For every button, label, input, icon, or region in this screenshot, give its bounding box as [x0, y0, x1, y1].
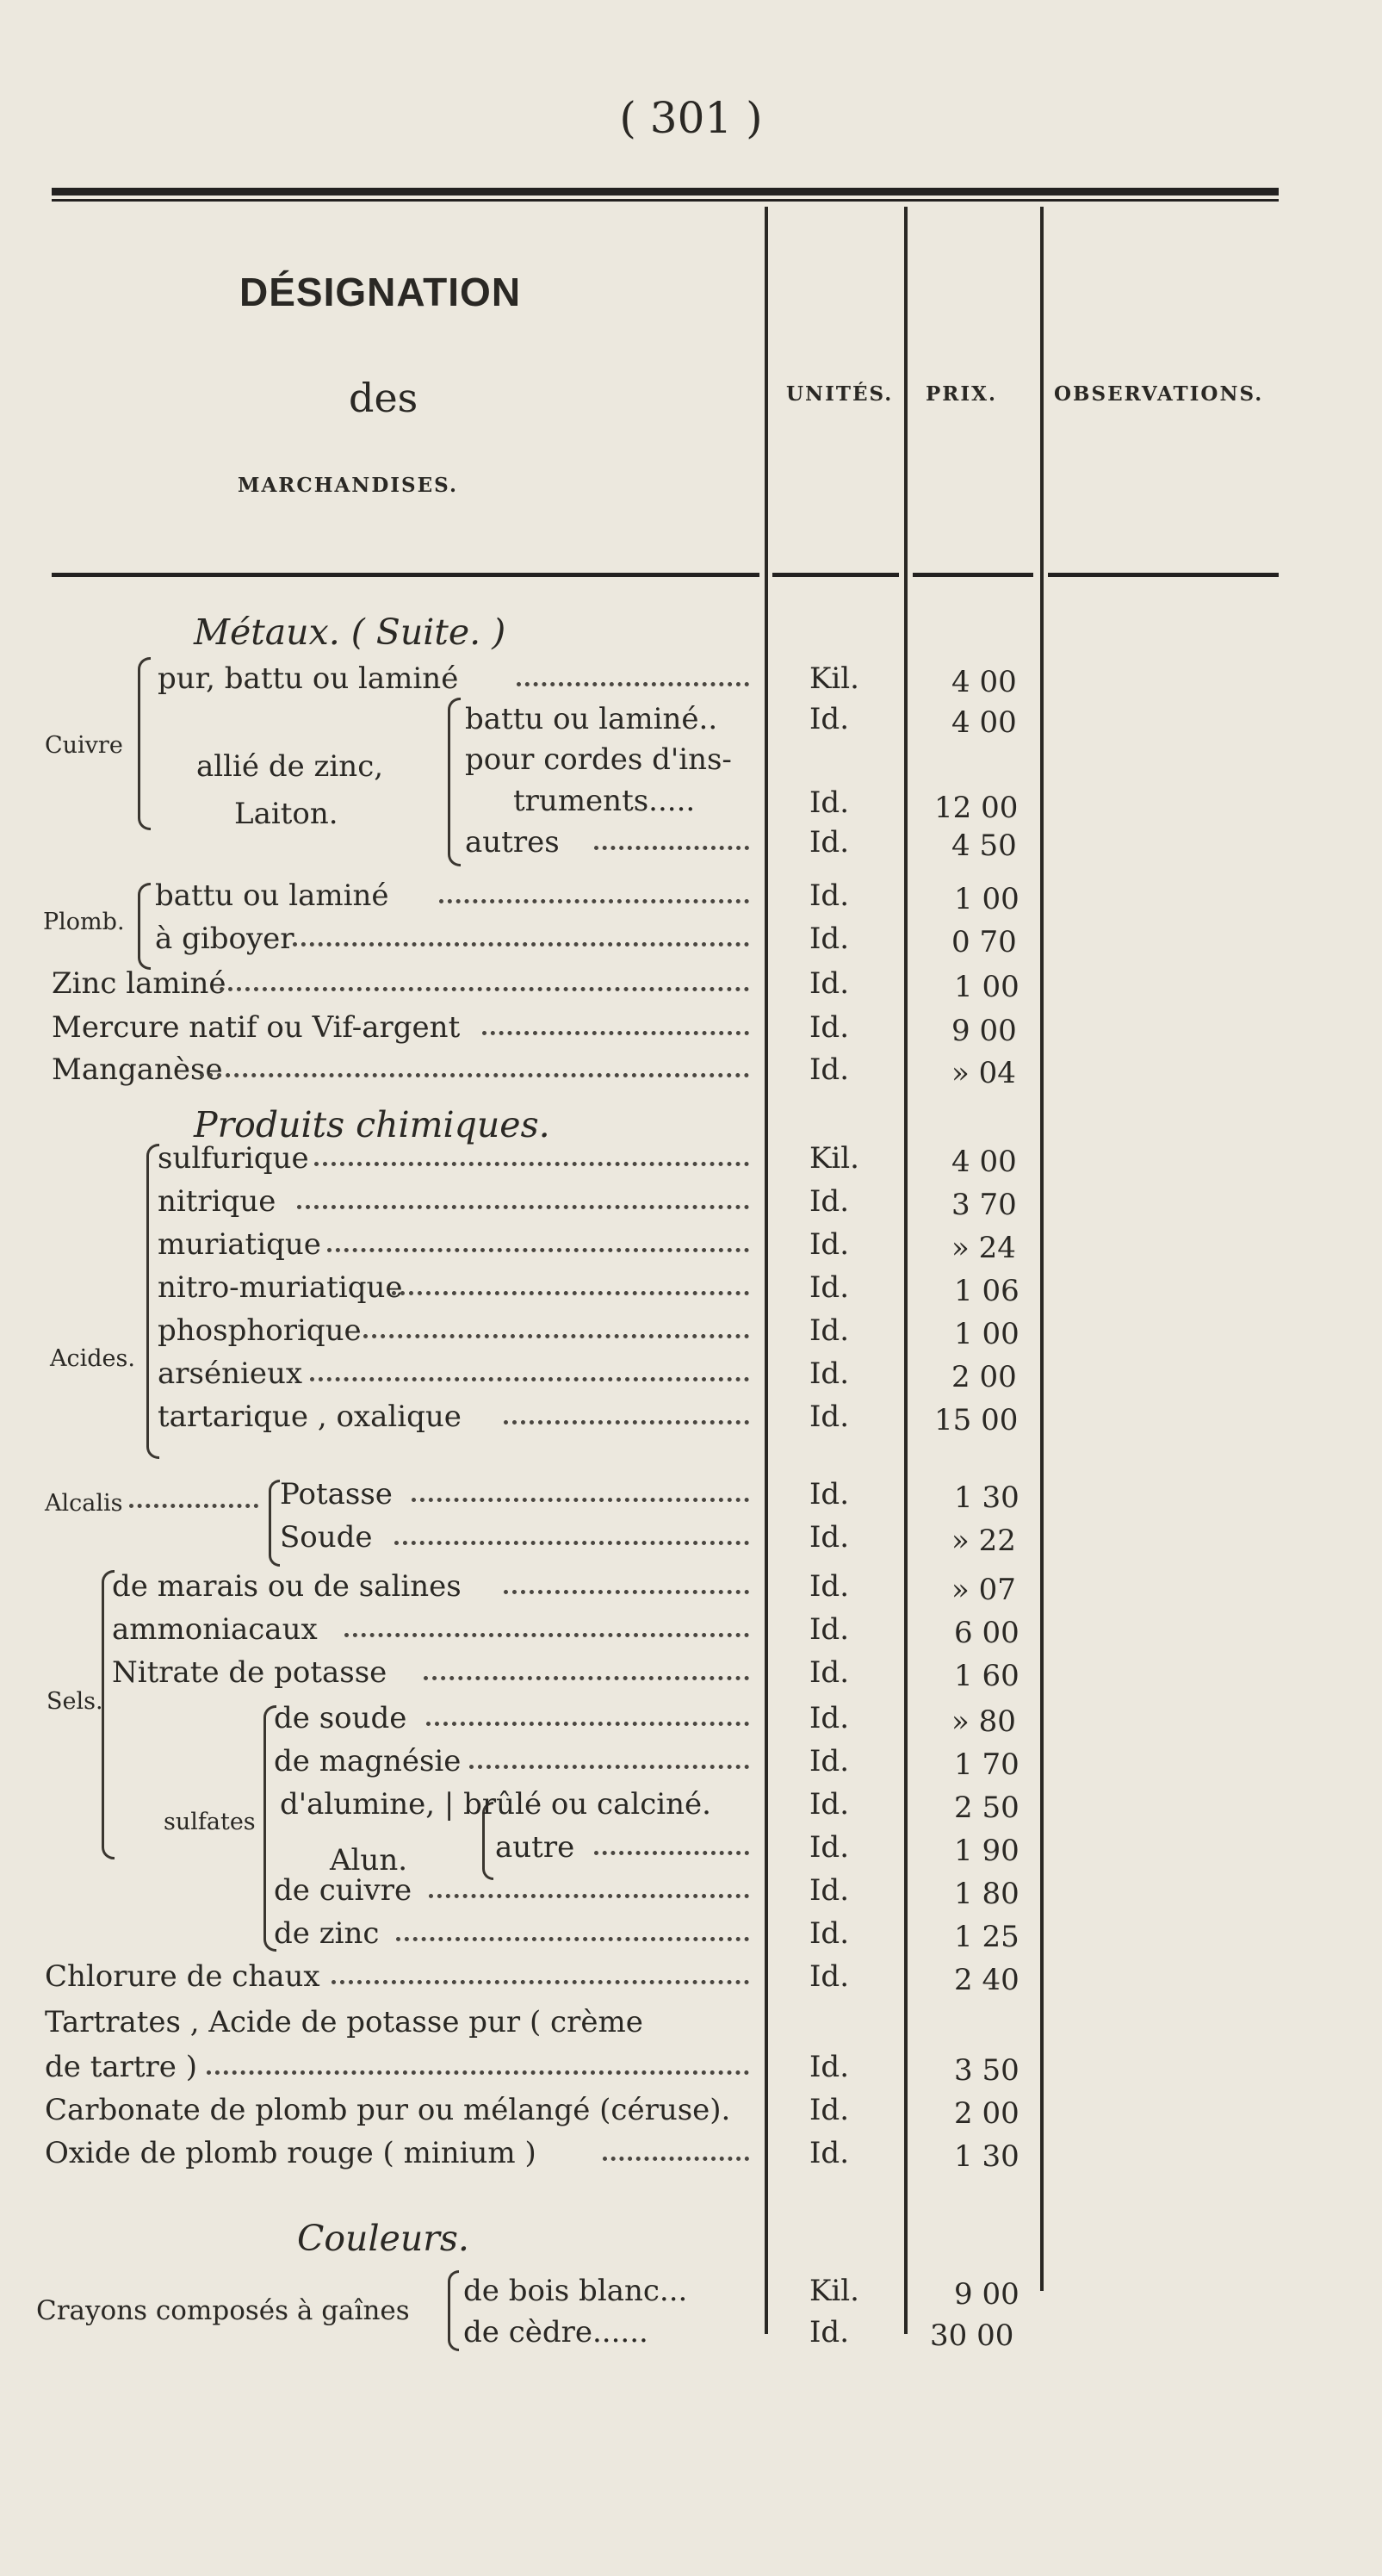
header-rule-prix: [913, 573, 1033, 577]
top-rule: [52, 188, 1279, 196]
row-leader: [429, 1894, 749, 1898]
row-label: Tartrates , Acide de potasse pur ( crème: [45, 2005, 643, 2039]
header-designation: DÉSIGNATION: [239, 270, 522, 314]
row-price: 1 06: [954, 1274, 1019, 1308]
row-leader: [469, 1765, 749, 1769]
row-price: 1 80: [954, 1877, 1019, 1911]
row-unit: Id.: [809, 1701, 850, 1735]
row-price: 15 00: [934, 1403, 1019, 1437]
row-price: 9 00: [954, 2277, 1019, 2312]
row-label: autre: [495, 1830, 575, 1865]
row-label: battu ou laminé..: [465, 702, 718, 736]
brace-plomb: [138, 883, 151, 970]
row-price: » 24: [951, 1231, 1016, 1265]
row-price: 1 60: [954, 1659, 1019, 1693]
row-unit: Kil.: [809, 2274, 859, 2308]
row-label: phosphorique: [158, 1313, 362, 1348]
row-unit: Id.: [809, 1477, 850, 1511]
row-leader: [424, 1676, 749, 1680]
row-price: 6 00: [954, 1616, 1019, 1650]
row-leader: [439, 899, 749, 903]
row-unit: Id.: [809, 1744, 850, 1778]
row-label: de zinc: [274, 1916, 380, 1951]
row-label: truments.....: [513, 784, 696, 818]
row-label: Carbonate de plomb pur ou mélangé (céruse).: [45, 2093, 731, 2127]
top-rule-thin: [52, 199, 1279, 202]
row-unit: Id.: [809, 1400, 850, 1434]
row-label: Chlorure de chaux: [45, 1959, 320, 1994]
row-unit: Id.: [809, 1227, 850, 1262]
leader-alcalis: [129, 1504, 258, 1508]
row-unit: Id.: [809, 1569, 850, 1604]
header-observations: OBSERVATIONS.: [1054, 382, 1264, 406]
row-price: 2 00: [951, 1360, 1017, 1394]
header-rule-observations: [1048, 573, 1279, 577]
row-leader: [504, 1420, 749, 1425]
row-price: 2 50: [954, 1791, 1019, 1825]
row-unit: Id.: [809, 2093, 850, 2127]
row-price: » 22: [951, 1524, 1016, 1558]
row-unit: Id.: [809, 1787, 850, 1822]
row-unit: Id.: [809, 2136, 850, 2170]
row-price: 0 70: [951, 925, 1017, 959]
row-label: Soude: [280, 1520, 373, 1555]
section-couleurs: Couleurs.: [297, 2218, 469, 2259]
row-label: autres: [465, 825, 560, 860]
row-price: 2 00: [954, 2096, 1019, 2131]
row-label: de bois blanc...: [463, 2274, 688, 2308]
row-price: 1 00: [954, 970, 1019, 1004]
row-unit: Kil.: [809, 661, 859, 696]
section-metaux: Métaux. ( Suite. ): [194, 611, 506, 653]
row-unit: Id.: [809, 1313, 850, 1348]
row-price: » 04: [951, 1056, 1016, 1090]
row-leader: [314, 1162, 749, 1166]
row-price: » 80: [951, 1704, 1016, 1739]
row-unit: Id.: [809, 825, 850, 860]
row-leader: [220, 987, 749, 991]
row-label: de marais ou de salines: [112, 1569, 462, 1604]
row-price: 1 25: [954, 1920, 1019, 1954]
row-price: 2 40: [954, 1963, 1019, 1997]
row-price: 4 00: [951, 1145, 1017, 1179]
row-unit: Id.: [809, 1830, 850, 1865]
row-label: de tartre ): [45, 2050, 197, 2084]
row-label: de soude: [274, 1701, 407, 1735]
row-price: 4 50: [951, 829, 1017, 863]
row-unit: Id.: [809, 878, 850, 913]
row-label: tartarique , oxalique: [158, 1400, 462, 1434]
row-unit: Id.: [809, 1520, 850, 1555]
page-number: ( 301 ): [619, 93, 763, 143]
brace-crayons: [448, 2270, 459, 2351]
row-price: 1 30: [954, 2139, 1019, 2174]
group-cuivre: Cuivre: [45, 732, 123, 759]
row-label: Potasse: [280, 1477, 393, 1511]
row-label: pour cordes d'ins-: [465, 742, 732, 777]
row-price: 1 90: [954, 1834, 1019, 1868]
row-leader: [396, 1937, 749, 1941]
brace-cuivre: [138, 657, 151, 830]
header-des: des: [349, 375, 418, 421]
header-unites: UNITÉS.: [786, 382, 894, 406]
row-price: 1 30: [954, 1480, 1019, 1515]
header-rule-unites: [772, 573, 899, 577]
row-label: Oxide de plomb rouge ( minium ): [45, 2136, 536, 2170]
row-price: 12 00: [934, 791, 1019, 825]
row-label: Zinc laminé: [52, 966, 226, 1001]
row-price: 9 00: [951, 1014, 1017, 1048]
row-leader: [200, 1073, 749, 1077]
header-rule-designation: [52, 573, 759, 577]
row-unit: Id.: [809, 785, 850, 820]
row-leader: [594, 1851, 749, 1855]
row-unit: Id.: [809, 1270, 850, 1305]
row-leader: [392, 1291, 749, 1295]
row-label: Manganèse: [52, 1052, 223, 1087]
row-price: 4 00: [951, 705, 1017, 740]
group-alcalis: Alcalis: [45, 1490, 123, 1517]
row-label: pur, battu ou laminé: [158, 661, 459, 696]
section-produits: Produits chimiques.: [194, 1104, 550, 1145]
group-acides: Acides.: [50, 1345, 135, 1372]
row-price: » 07: [951, 1573, 1016, 1607]
row-price: 30 00: [930, 2318, 1014, 2353]
row-label: Mercure natif ou Vif-argent: [52, 1010, 461, 1045]
brace-sulfates: [263, 1705, 276, 1952]
row-leader: [504, 1590, 749, 1594]
row-leader: [297, 1205, 749, 1209]
row-label: Nitrate de potasse: [112, 1655, 387, 1690]
row-price: 3 70: [951, 1188, 1017, 1222]
row-leader: [517, 682, 749, 686]
row-leader: [412, 1498, 749, 1502]
row-leader: [207, 2070, 749, 2075]
row-unit: Id.: [809, 1010, 850, 1045]
row-unit: Id.: [809, 702, 850, 736]
row-unit: Id.: [809, 1184, 850, 1219]
group-sels: Sels.: [46, 1688, 103, 1715]
row-leader: [603, 2157, 749, 2161]
column-rule-2: [904, 207, 908, 2334]
row-label: battu ou laminé: [155, 878, 389, 913]
row-unit: Id.: [809, 1356, 850, 1391]
group-laiton: Laiton.: [234, 797, 338, 831]
row-label: de cuivre: [274, 1873, 412, 1908]
row-price: 4 00: [951, 665, 1017, 699]
row-label: d'alumine, | brûlé ou calciné.: [280, 1787, 711, 1822]
row-price: 1 70: [954, 1747, 1019, 1782]
row-unit: Id.: [809, 1916, 850, 1951]
row-leader: [310, 1377, 749, 1381]
row-label: de magnésie: [274, 1744, 462, 1778]
row-price: 1 00: [954, 1317, 1019, 1351]
row-unit: Id.: [809, 1612, 850, 1647]
row-unit: Id.: [809, 1873, 850, 1908]
row-label: de cèdre......: [463, 2315, 648, 2349]
row-label: sulfurique: [158, 1141, 309, 1176]
row-unit: Kil.: [809, 1141, 859, 1176]
row-label: nitrique: [158, 1184, 276, 1219]
row-unit: Id.: [809, 2315, 850, 2349]
row-label: ammoniacaux: [112, 1612, 318, 1647]
header-prix: PRIX.: [926, 382, 998, 406]
row-label: à giboyer: [155, 922, 294, 956]
row-unit: Id.: [809, 1959, 850, 1994]
group-plomb: Plomb.: [43, 909, 125, 935]
header-marchandises: MARCHANDISES.: [238, 474, 458, 497]
row-label: nitro-muriatique: [158, 1270, 403, 1305]
group-alun: Alun.: [330, 1843, 408, 1878]
row-unit: Id.: [809, 2050, 850, 2084]
row-price: 1 00: [954, 882, 1019, 916]
column-rule-1: [765, 207, 768, 2334]
row-label: arsénieux: [158, 1356, 303, 1391]
row-leader: [394, 1541, 749, 1545]
group-sulfates: sulfates: [164, 1809, 256, 1835]
row-leader: [293, 942, 749, 947]
row-leader: [426, 1722, 749, 1726]
brace-alcalis: [269, 1480, 280, 1567]
row-leader: [482, 1031, 749, 1035]
row-price: 3 50: [954, 2053, 1019, 2088]
brace-laiton: [448, 698, 461, 866]
group-crayons: Crayons composés à gaînes: [36, 2295, 410, 2326]
row-leader: [594, 846, 749, 850]
row-unit: Id.: [809, 1052, 850, 1087]
row-leader: [344, 1633, 749, 1637]
row-leader: [327, 1248, 749, 1252]
row-leader: [363, 1334, 749, 1338]
row-unit: Id.: [809, 1655, 850, 1690]
group-allie: allié de zinc,: [196, 749, 384, 784]
row-label: muriatique: [158, 1227, 321, 1262]
row-unit: Id.: [809, 922, 850, 956]
row-leader: [332, 1980, 749, 1984]
row-unit: Id.: [809, 966, 850, 1001]
column-rule-3: [1040, 207, 1044, 2291]
